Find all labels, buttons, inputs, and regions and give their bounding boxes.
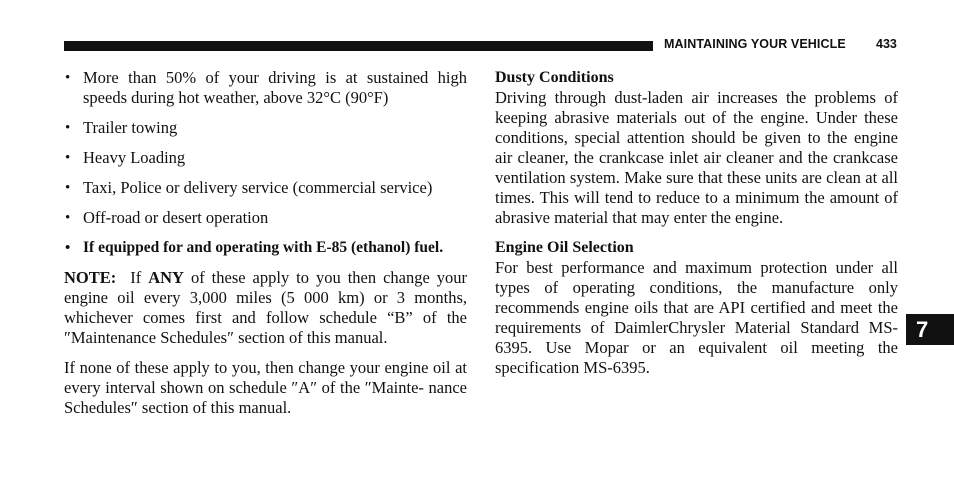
section-heading: Engine Oil Selection <box>495 239 634 256</box>
engine-oil-selection-section <box>495 238 898 378</box>
left-column <box>64 68 467 428</box>
note-text: of these apply to you then change your engine oil every 3,000 miles (5 000 km) or 3 months, whichever comes first and follow schedule “B” of the ″Maintenance Schedules″ section of this manual. <box>64 268 468 347</box>
dusty-conditions-section <box>495 68 898 228</box>
list-item: • Off-road or desert operation <box>65 208 269 227</box>
section-body: For best performance and maximum protection under all types of operating conditions, the manufacture only recommends engine oils that are API certified and meet the requirements of DaimlerChrysler Material Standard MS-6395. Use Mopar or an equivalent oil meeting the specification MS-6395. <box>495 258 898 377</box>
severe-conditions-list <box>64 68 467 258</box>
bullet-icon: • <box>65 210 71 226</box>
bullet-icon: • <box>65 150 71 166</box>
running-header: MAINTAINING YOUR VEHICLE <box>664 37 846 51</box>
page-number: 433 <box>876 37 897 51</box>
list-item: • Heavy Loading <box>65 148 186 167</box>
bullet-icon: • <box>65 240 71 256</box>
bullet-icon: • <box>65 70 71 86</box>
schedule-a-paragraph: If none of these apply to you, then change your engine oil at every interval shown on schedule ″A″ of the ″Mainte- nance Schedules″ section of this manual. <box>64 358 467 417</box>
note-label: NOTE: <box>64 268 117 287</box>
section-body: Driving through dust-laden air increases the problems of keeping abrasive materials out of the engine. Under these conditions, special attention should be given to the engine air cleaner, the crankcase inlet air cleaner and the crankcase ventilation system. Make sure that these units are clean at all times. This will tend to reduce to a minimum the amount of abrasive material that may enter the engine. <box>495 88 898 227</box>
section-heading: Dusty Conditions <box>495 69 614 86</box>
list-item: • Taxi, Police or delivery service (commercial service) <box>65 178 433 197</box>
note-emphasis: ANY <box>148 268 184 287</box>
note-pre: If <box>130 268 142 287</box>
bullet-icon: • <box>65 180 71 196</box>
list-item: • If equipped for and operating with E-85 (ethanol) fuel. <box>65 239 444 256</box>
note-paragraph <box>64 268 467 348</box>
right-column <box>495 68 898 388</box>
bullet-icon: • <box>65 120 71 136</box>
list-item: • More than 50% of your driving is at sustained high speeds during hot weather, above 32°C (90°F) <box>65 68 467 107</box>
header-rule <box>64 41 653 51</box>
list-item: • Trailer towing <box>65 118 178 137</box>
chapter-tab: 7 <box>906 314 954 345</box>
